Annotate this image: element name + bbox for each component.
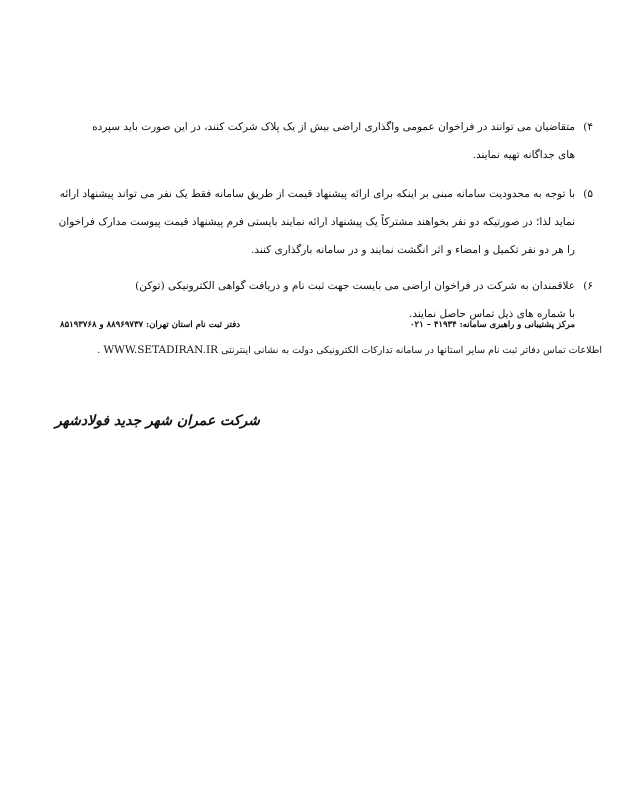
clause-4 (40, 113, 593, 169)
clause-number: ۵) (583, 188, 593, 200)
clause-number: ۶) (583, 280, 593, 292)
clause-number: ۴) (583, 121, 593, 133)
website-link[interactable]: WWW.SETADIRAN.IR (103, 344, 219, 356)
clause-line: نماید لذا؛ در صورتیکه دو نفر بخواهند مشترکاً یک پیشنهاد ارائه نمایند بایستی فرم پیشنهاد قیمت پیوست مدارک فراخوان (58, 216, 575, 228)
clause-line: را هر دو نفر تکمیل و امضاء و اثر انگشت نمایند و در سامانه بارگذاری کنند. (250, 244, 575, 256)
clause-line: با شماره های ذیل تماس حاصل نمایند. (409, 308, 575, 320)
clause-line: های جداگانه تهیه نمایند. (472, 149, 575, 161)
contact-numbers (60, 320, 575, 330)
clause-line: با توجه به محدودیت سامانه مبنی بر اینکه برای ارائه پیشنهاد قیمت از طریق سامانه فقط یک نفر می تواند پیشنهاد ارائه (59, 188, 575, 200)
tehran-office-contact: دفتر ثبت نام استان تهران: ۸۸۹۶۹۷۳۷ و ۸۵۱۹۳۷۶۸ (60, 320, 241, 330)
info-end: . (97, 345, 101, 356)
support-center-contact: مرکز پشتیبانی و راهبری سامانه: ۴۱۹۳۴ – ۰۲۱ (409, 320, 575, 330)
provinces-info-text: اطلاعات تماس دفاتر ثبت نام سایر استانها در سامانه تدارکات الکترونیکی دولت به نشانی اینترنتی (221, 345, 602, 356)
provinces-info-line (40, 344, 602, 356)
clause-line: علاقمندان به شرکت در فراخوان اراضی می بایست جهت ثبت نام و دریافت گواهی الکترونیکی (توکن) (135, 280, 575, 292)
clause-line: متقاضیان می توانند در فراخوان عمومی واگذاری اراضی بیش از یک پلاک شرکت کنند، در این صورت باید سپرده (92, 121, 575, 133)
clause-5 (40, 180, 593, 264)
company-signature: شرکت عمران شهر جدید فولادشهر (55, 413, 260, 429)
